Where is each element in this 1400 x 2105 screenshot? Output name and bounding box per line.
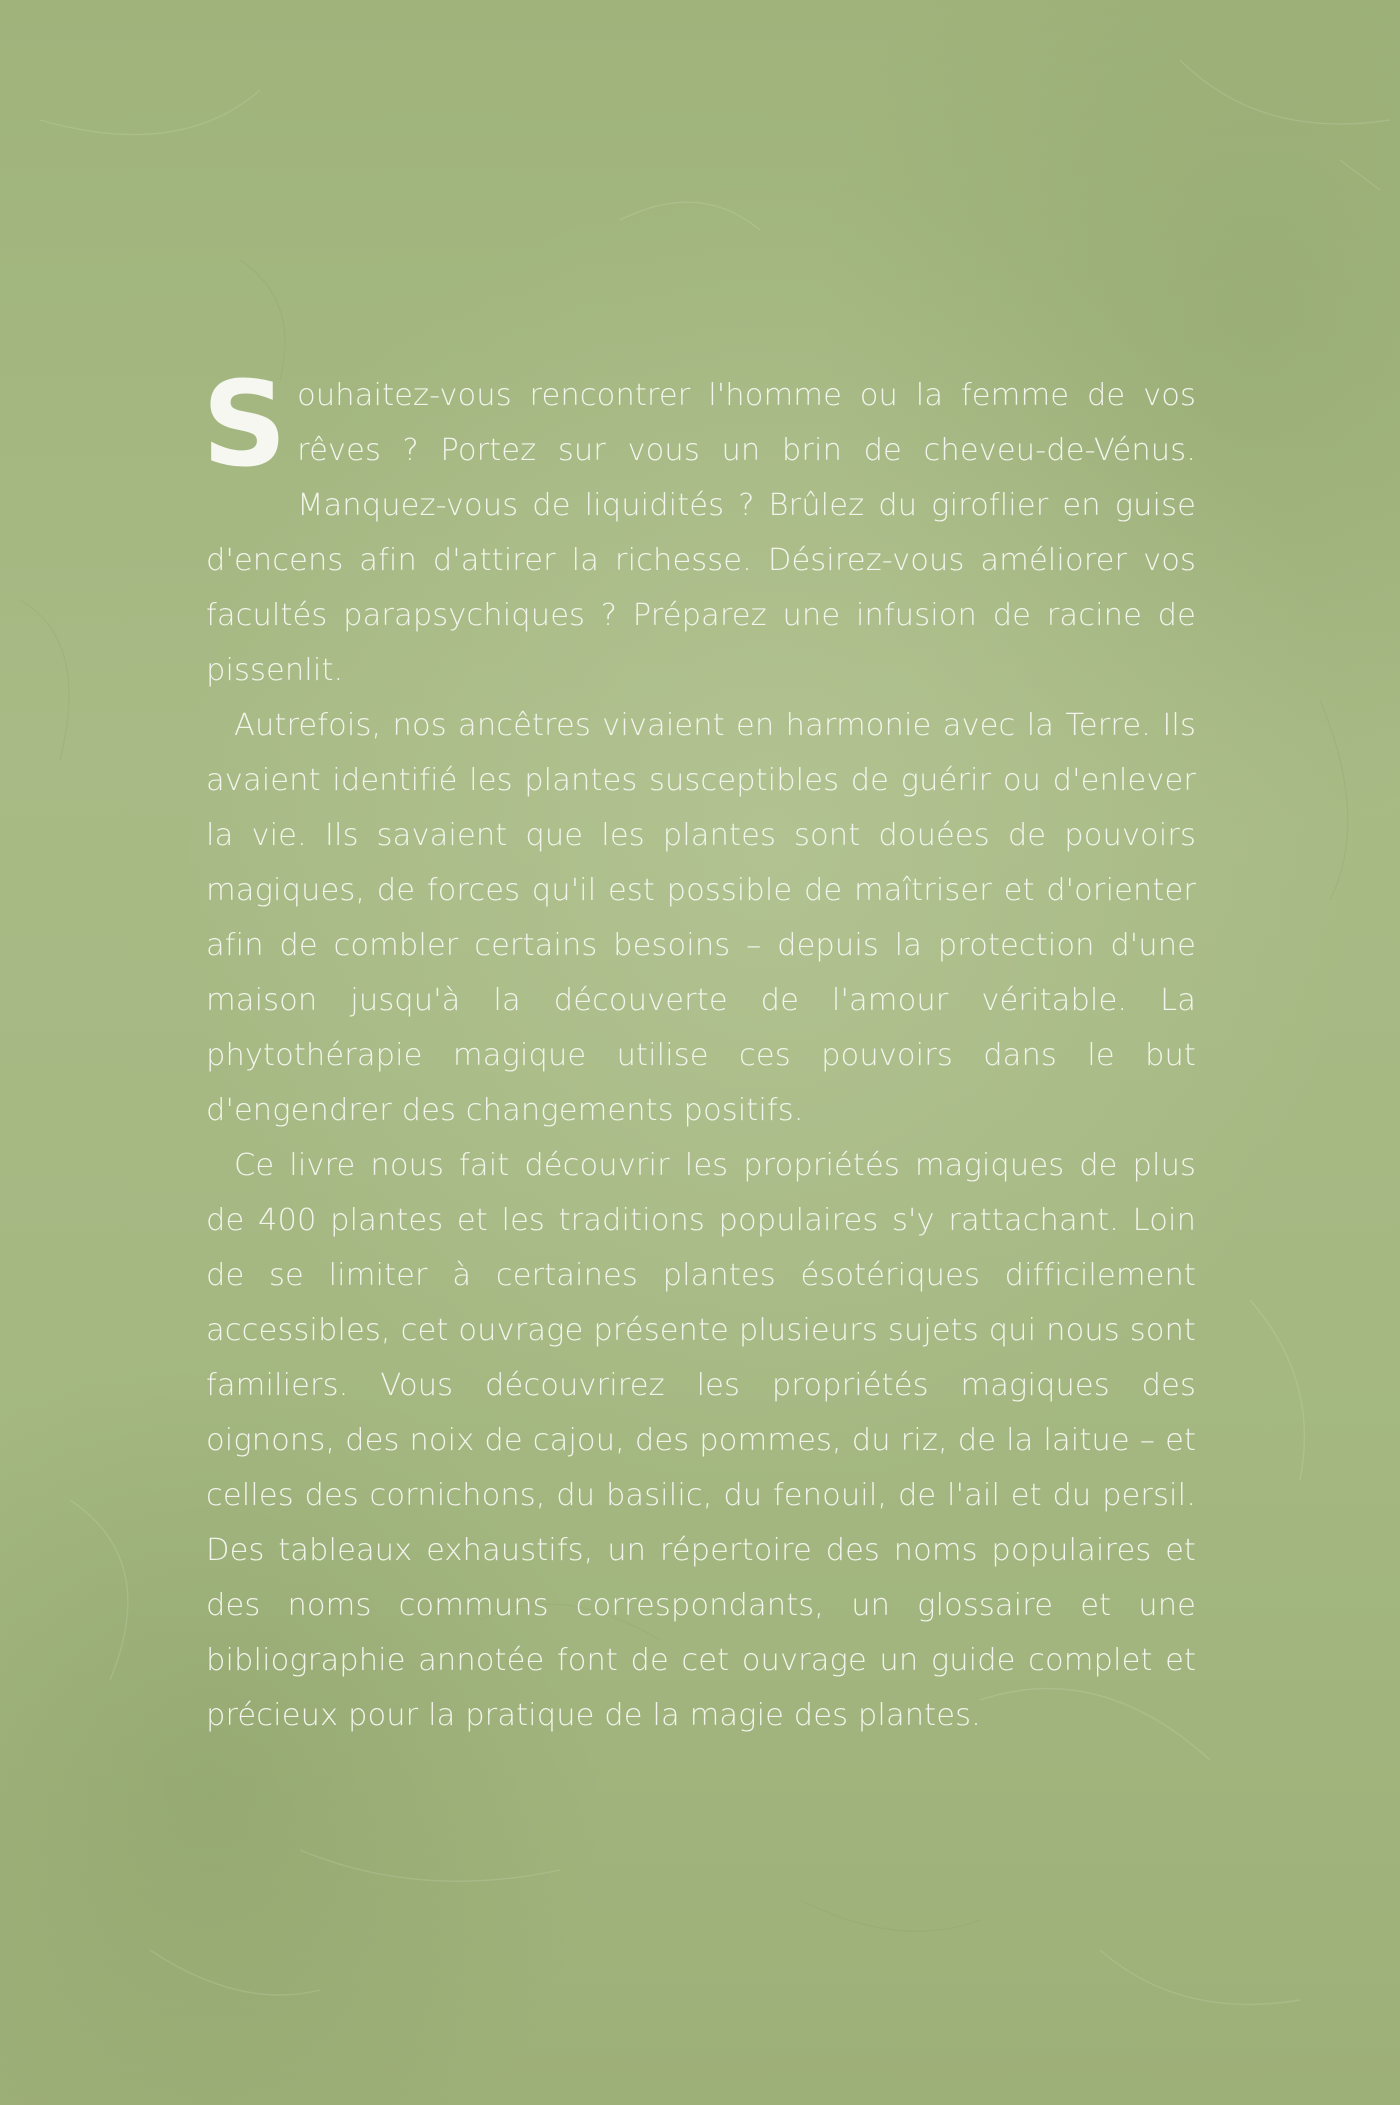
paragraph-1 [202,355,1196,698]
paragraph-1-text: ouhaitez-vous rencontrer l'homme ou la femme de vos rêves ? Portez sur vous un brin de cheveu-de-Vénus. Manquez-vous de liquidités ? Brûlez du giroflier en guise d'encens afin d'attirer la richesse. Désirez-vous améliorer vos facultés parapsychiques ? Préparez une infusion de racine de pissenlit. [206,378,1196,688]
back-cover-text [202,355,1196,1743]
paragraph-3: Ce livre nous fait découvrir les propriétés magiques de plus de 400 plantes et les traditions populaires s'y rattachant. Loin de se limiter à certaines plantes ésotériques difficilement accessibles, cet ouvrage présente plusieurs sujets qui nous sont familiers. Vous découvrirez les propriétés magiques des oignons, des noix de cajou, des pommes, du riz, de la laitue – et celles des cornichons, du basilic, du fenouil, de l'ail et du persil. Des tableaux exhaustifs, un répertoire des noms populaires et des noms communs correspondants, un glossaire et une bibliographie annotée font de cet ouvrage un guide complet et précieux pour la pratique de la magie des plantes. [206,1148,1196,1733]
drop-cap: S [202,355,288,493]
paragraph-2: Autrefois, nos ancêtres vivaient en harmonie avec la Terre. Ils avaient identifié les plantes susceptibles de guérir ou d'enlever la vie. Ils savaient que les plantes sont douées de pouvoirs magiques, de forces qu'il est possible de maîtriser et d'orienter afin de combler certains besoins – depuis la protection d'une maison jusqu'à la découverte de l'amour véritable. La phytothérapie magique utilise ces pouvoirs dans le but d'engendrer des changements positifs. [206,708,1196,1128]
